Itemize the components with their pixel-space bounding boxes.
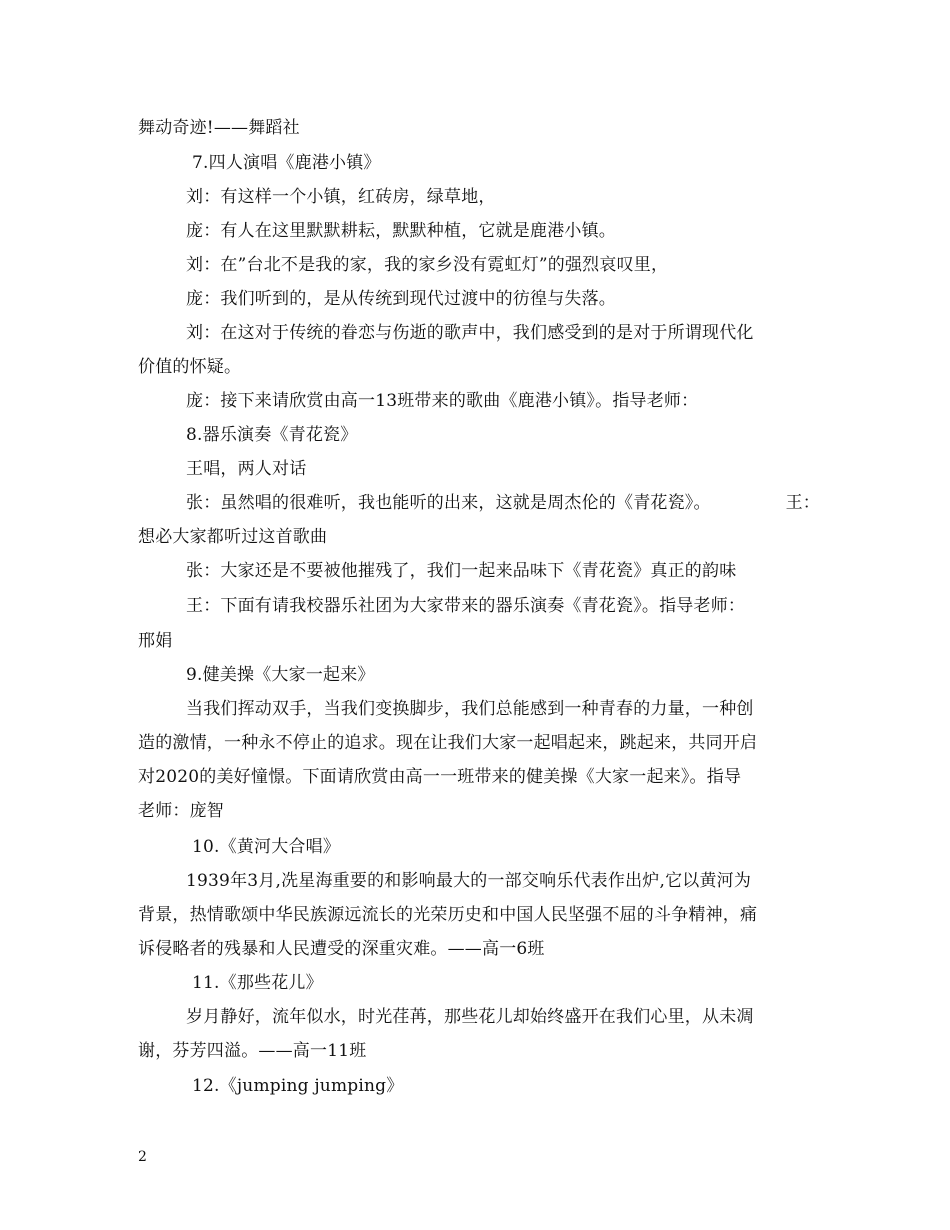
text-line: 谢，芬芳四溢。——高一11班 — [138, 1041, 367, 1061]
section-heading: 12.《jumping jumping》 — [192, 1076, 404, 1096]
text-line: 舞动奇迹!——舞蹈社 — [138, 118, 300, 138]
text-line: 造的激情，一种永不停止的追求。现在让我们大家一起唱起来，跳起来，共同开启 — [138, 733, 758, 753]
text-line: 刘：在这对于传统的眷恋与伤逝的歌声中，我们感受到的是对于所谓现代化 — [186, 323, 754, 343]
section-heading: 8.器乐演奏《青花瓷》 — [186, 425, 358, 445]
text-line: 背景，热情歌颂中华民族源远流长的光荣历史和中国人民坚强不屈的斗争精神，痛 — [138, 905, 758, 925]
section-heading: 11.《那些花儿》 — [192, 973, 323, 993]
text-line: 庞：我们听到的，是从传统到现代过渡中的彷徨与失落。 — [186, 289, 616, 309]
section-heading: 10.《黄河大合唱》 — [192, 837, 341, 857]
text-line: 刘：在”台北不是我的家，我的家乡没有霓虹灯”的强烈哀叹里， — [186, 255, 669, 275]
section-heading: 9.健美操《大家一起来》 — [186, 665, 375, 685]
text-line: 价值的怀疑。 — [138, 357, 242, 377]
text-line: 邢娟 — [138, 631, 173, 651]
text-line: 1939年3月,冼星海重要的和影响最大的一部交响乐代表作出炉,它以黄河为 — [186, 871, 752, 891]
text-line: 想必大家都听过这首歌曲 — [138, 527, 328, 547]
text-line: 庞：有人在这里默默耕耘，默默种植，它就是鹿港小镇。 — [186, 221, 616, 241]
text-line: 王：下面有请我校器乐社团为大家带来的器乐演奏《青花瓷》。指导老师： — [186, 596, 746, 616]
text-line: 对2020的美好憧憬。下面请欣赏由高一一班带来的健美操《大家一起来》。指导 — [138, 767, 742, 787]
text-line: 诉侵略者的残暴和人民遭受的深重灾难。——高一6班 — [138, 939, 545, 959]
section-heading: 7.四人演唱《鹿港小镇》 — [192, 153, 381, 173]
text-segment: 张：虽然唱的很难听，我也能听的出来，这就是周杰伦的《青花瓷》。 — [186, 493, 711, 513]
text-line: 老师：庞智 — [138, 801, 224, 821]
text-line: 王唱，两人对话 — [186, 459, 307, 479]
page-number: 2 — [138, 1149, 147, 1165]
text-line: 刘：有这样一个小镇，红砖房，绿草地， — [186, 187, 496, 207]
text-line: 庞：接下来请欣赏由高一13班带来的歌曲《鹿港小镇》。指导老师： — [186, 391, 699, 411]
text-line: 当我们挥动双手，当我们变换脚步，我们总能感到一种青春的力量，一种创 — [186, 699, 754, 719]
text-segment: 王： — [785, 493, 820, 513]
text-line: 张：大家还是不要被他摧残了，我们一起来品味下《青花瓷》真正的韵味 — [186, 561, 737, 581]
text-line-justified — [186, 492, 820, 514]
text-line: 岁月静好，流年似水，时光荏苒，那些花儿却始终盛开在我们心里，从未凋 — [186, 1007, 754, 1027]
